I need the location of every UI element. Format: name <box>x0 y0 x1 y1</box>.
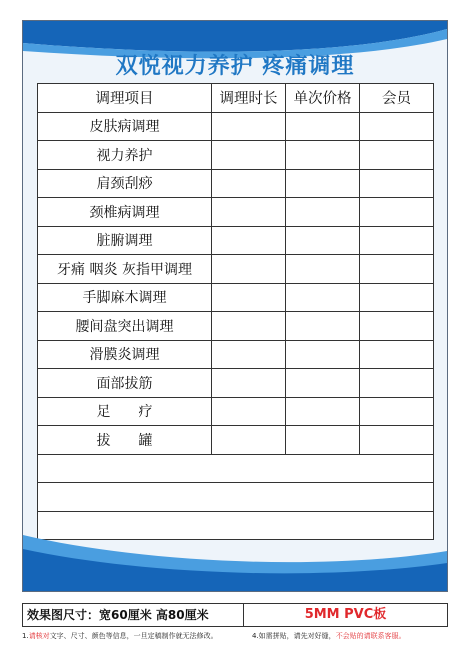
cell-service: 牙痛 咽炎 灰指甲调理 <box>38 255 212 284</box>
table-row <box>38 426 434 455</box>
table-row <box>38 112 434 141</box>
cell-member <box>360 369 434 398</box>
table-row <box>38 141 434 170</box>
cell-duration <box>212 312 286 341</box>
table-row <box>38 169 434 198</box>
note-1-prefix: 1. <box>22 632 29 640</box>
cell-duration <box>212 255 286 284</box>
table-header-row <box>38 84 434 113</box>
cell-price <box>286 369 360 398</box>
cell-service: 肩颈刮痧 <box>38 169 212 198</box>
cell-duration <box>212 340 286 369</box>
cell-duration <box>212 198 286 227</box>
cell-duration <box>212 226 286 255</box>
blank-row <box>38 483 434 512</box>
cell-member <box>360 255 434 284</box>
cell-price <box>286 198 360 227</box>
blank-cell <box>38 483 434 512</box>
cell-price <box>286 283 360 312</box>
table-row <box>38 255 434 284</box>
note-2-text: 4.如需拼贴，请先对好缝， <box>252 632 336 640</box>
cell-duration <box>212 141 286 170</box>
cell-member <box>360 141 434 170</box>
spec-row <box>22 603 448 627</box>
cell-duration <box>212 369 286 398</box>
blank-cell <box>38 454 434 483</box>
note-2 <box>252 627 446 645</box>
cell-service: 足 疗 <box>38 397 212 426</box>
note-1-text: 文字、尺寸、颜色等信息，一旦定稿制作就无法修改。 <box>49 632 218 640</box>
header-service: 调理项目 <box>38 84 212 113</box>
cell-duration <box>212 283 286 312</box>
cell-member <box>360 397 434 426</box>
table-row <box>38 397 434 426</box>
cell-member <box>360 426 434 455</box>
notes-row <box>22 627 446 645</box>
cell-member <box>360 340 434 369</box>
cell-duration <box>212 397 286 426</box>
cell-duration <box>212 112 286 141</box>
header-price: 单次价格 <box>286 84 360 113</box>
material-label: 5MM PVC板 <box>304 607 387 622</box>
header-member: 会员 <box>360 84 434 113</box>
cell-price <box>286 426 360 455</box>
cell-price <box>286 255 360 284</box>
cell-service: 视力养护 <box>38 141 212 170</box>
table-row <box>38 340 434 369</box>
cell-member <box>360 112 434 141</box>
table-row <box>38 226 434 255</box>
size-label: 效果图尺寸：宽60厘米 高80厘米 <box>23 604 244 626</box>
cell-duration <box>212 169 286 198</box>
table-body <box>38 112 434 540</box>
cell-price <box>286 112 360 141</box>
cell-service: 颈椎病调理 <box>38 198 212 227</box>
cell-price <box>286 169 360 198</box>
header-duration: 调理时长 <box>212 84 286 113</box>
cell-price <box>286 397 360 426</box>
cell-price <box>286 312 360 341</box>
cell-service: 拔 罐 <box>38 426 212 455</box>
cell-member <box>360 169 434 198</box>
bottom-wave-decoration <box>23 511 447 591</box>
cell-member <box>360 283 434 312</box>
cell-service: 手脚麻木调理 <box>38 283 212 312</box>
table-row <box>38 198 434 227</box>
sign-board <box>22 20 448 592</box>
cell-service: 面部拔筋 <box>38 369 212 398</box>
cell-service: 腰间盘突出调理 <box>38 312 212 341</box>
price-table <box>37 83 434 540</box>
table-row <box>38 283 434 312</box>
cell-price <box>286 226 360 255</box>
cell-duration <box>212 426 286 455</box>
cell-price <box>286 141 360 170</box>
blank-row <box>38 454 434 483</box>
cell-member <box>360 198 434 227</box>
cell-member <box>360 312 434 341</box>
table-row <box>38 312 434 341</box>
cell-service: 滑膜炎调理 <box>38 340 212 369</box>
table-row <box>38 369 434 398</box>
note-1-red: 请核对 <box>28 632 50 640</box>
cell-member <box>360 226 434 255</box>
note-1 <box>22 627 252 645</box>
cell-price <box>286 340 360 369</box>
cell-service: 脏腑调理 <box>38 226 212 255</box>
sign-title: 双悦视力养护 疼痛调理 <box>115 54 355 79</box>
cell-service: 皮肤病调理 <box>38 112 212 141</box>
note-2-red: 不会贴的请联系客服。 <box>335 632 406 640</box>
